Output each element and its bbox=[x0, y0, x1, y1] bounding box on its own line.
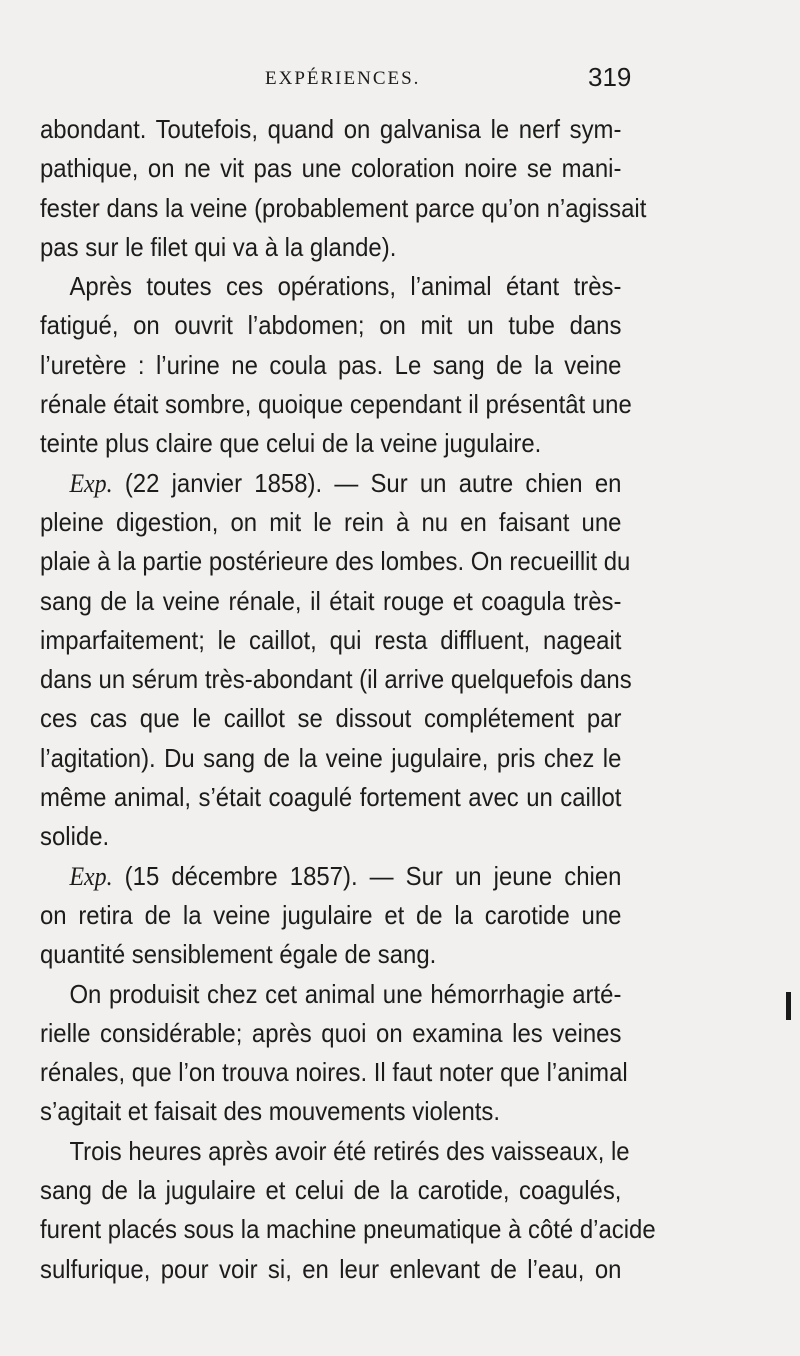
running-head bbox=[0, 62, 800, 98]
text-line: sulfurique, pour voir si, en leur enlevant de l’eau, on bbox=[40, 1253, 622, 1284]
text-line: quantité sensiblement égale de sang. bbox=[40, 939, 437, 970]
text-line: rielle considérable; après quoi on examina les veines bbox=[40, 1017, 622, 1048]
running-title: EXPÉRIENCES. bbox=[265, 68, 421, 89]
text-line: fester dans la veine (probablement parce qu’on n’agissait bbox=[40, 192, 647, 223]
experiment-heading-line bbox=[40, 464, 621, 503]
text-line: on retira de la veine jugulaire et de la carotide une bbox=[40, 899, 622, 930]
text-line: rénale était sombre, quoique cependant il présentât une bbox=[40, 389, 632, 420]
text-line: pas sur le filet qui va à la glande). bbox=[40, 231, 397, 262]
text-line: furent placés sous la machine pneumatique à côté d’acide bbox=[40, 1214, 656, 1245]
text-line: dans un sérum très-abondant (il arrive quelquefois dans bbox=[40, 664, 632, 695]
paragraph-start-line: On produisit chez cet animal une hémorrhagie arté- bbox=[69, 978, 622, 1009]
exp-label: Exp. bbox=[69, 468, 113, 498]
text-line: teinte plus claire que celui de la veine jugulaire. bbox=[40, 428, 542, 459]
text-line: l’uretère : l’urine ne coula pas. Le sang de la veine bbox=[40, 349, 622, 380]
experiment-date-text: (15 décembre 1857). — Sur un jeune chien bbox=[124, 860, 622, 891]
text-line: solide. bbox=[40, 821, 110, 852]
exp-label: Exp. bbox=[69, 861, 113, 891]
paragraph-start-line: Après toutes ces opérations, l’animal étant très- bbox=[69, 271, 622, 302]
text-line: pathique, on ne vit pas une coloration noire se mani- bbox=[40, 153, 622, 184]
text-line: l’agitation). Du sang de la veine jugulaire, pris chez le bbox=[40, 742, 622, 773]
text-line: abondant. Toutefois, quand on galvanisa le nerf sym- bbox=[40, 114, 622, 144]
body-text bbox=[40, 110, 656, 1289]
text-line: rénales, que l’on trouva noires. Il faut noter que l’animal bbox=[40, 1057, 628, 1088]
experiment-heading-line bbox=[40, 857, 621, 896]
page-number: 319 bbox=[588, 62, 632, 92]
experiment-date-text: (22 janvier 1858). — Sur un autre chien en bbox=[124, 467, 622, 498]
text-line: ces cas que le caillot se dissout complétement par bbox=[40, 703, 622, 734]
text-line: s’agitait et faisait des mouvements violents. bbox=[40, 1096, 501, 1127]
paragraph-start-line: Trois heures après avoir été retirés des vaisseaux, le bbox=[69, 1135, 630, 1166]
margin-ink-mark bbox=[786, 992, 791, 1020]
text-line: même animal, s’était coagulé fortement avec un caillot bbox=[40, 782, 622, 813]
text-line: plaie à la partie postérieure des lombes. On recueillit du bbox=[40, 546, 631, 577]
text-line: fatigué, on ouvrit l’abdomen; on mit un tube dans bbox=[40, 310, 622, 341]
text-line: sang de la veine rénale, il était rouge et coagula très- bbox=[40, 585, 622, 616]
text-line: imparfaitement; le caillot, qui resta diffluent, nageait bbox=[40, 624, 622, 655]
text-line: pleine digestion, on mit le rein à nu en faisant une bbox=[40, 506, 622, 537]
text-line: sang de la jugulaire et celui de la carotide, coagulés, bbox=[40, 1175, 622, 1206]
